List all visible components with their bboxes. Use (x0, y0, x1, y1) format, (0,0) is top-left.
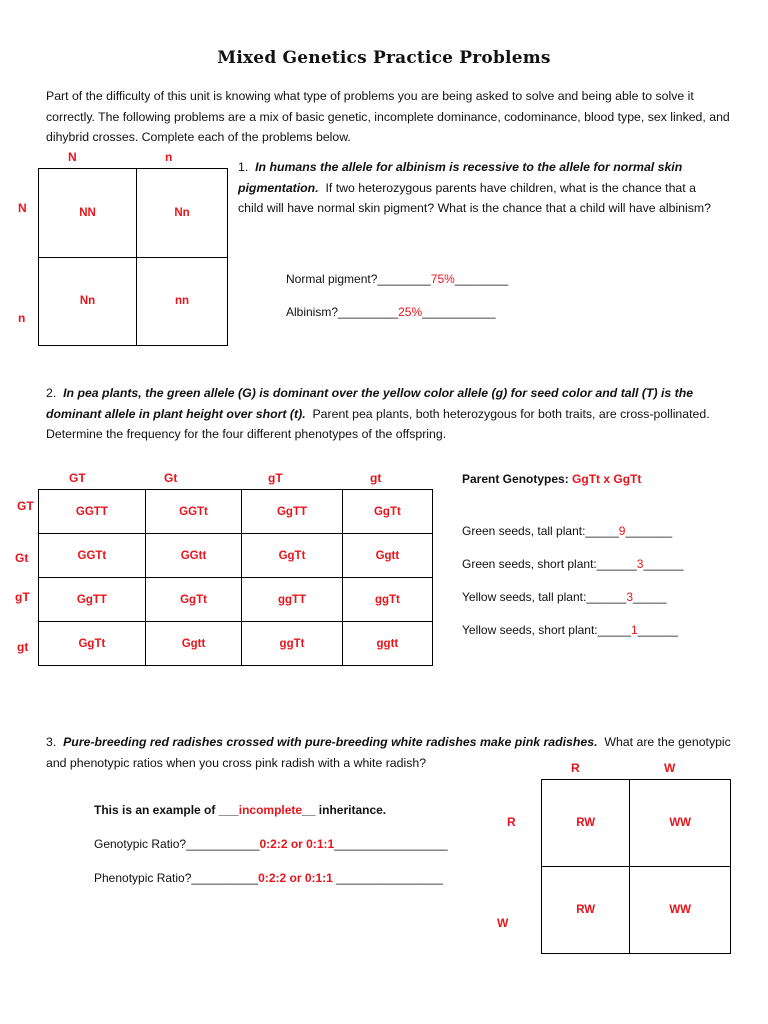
q3-rest-text: What are the genotypic and phenotypic ratios when you cross pink radish with a white radish? (46, 735, 731, 770)
q2-cell: GGtt (145, 534, 241, 578)
q2-cell: GgTT (39, 578, 146, 622)
q3-phenotypic-label: Phenotypic Ratio? (94, 871, 192, 885)
q2-row-header-3: gT (15, 590, 30, 604)
q3-example-label: This is an example of ___ (94, 803, 239, 817)
blank: ________ (454, 272, 509, 286)
blank: ________________ (332, 871, 443, 885)
q3-bold-text: Pure-breeding red radishes crossed with pure-breeding white radishes make pink radishes. (63, 735, 598, 749)
q2-bold-text: In pea plants, the green allele (G) is dominant over the yellow color allele (g) for seed color and tall (T) is the dominant allele in plant height over short (t). (46, 386, 694, 421)
q3-row-header-2: W (497, 916, 509, 930)
blank: _______ (625, 524, 673, 538)
q1-cell: nn (137, 257, 228, 346)
blank: ______ (596, 557, 637, 571)
q2-cell: Ggtt (342, 534, 432, 578)
blank: ______ (637, 623, 678, 637)
q3-number: 3. (46, 735, 57, 749)
page-title: Mixed Genetics Practice Problems (217, 48, 551, 68)
blank: ________ (377, 272, 431, 286)
q2-parent-genotypes (462, 471, 641, 487)
blank: ___________ (422, 305, 496, 319)
q2-phenotype-line (462, 622, 678, 638)
q2-cell: ggtt (342, 622, 432, 666)
q1-cell: NN (39, 169, 137, 258)
q1-albinism-label: Albinism? (286, 305, 339, 319)
q1-row-header-2: n (18, 311, 26, 325)
q3-col-header-2: W (664, 761, 676, 775)
q2-phenotype-label: Green seeds, short plant: (462, 557, 597, 571)
q2-cell: ggTt (242, 622, 343, 666)
q2-phenotype-label: Yellow seeds, short plant: (462, 623, 598, 637)
blank: _____ (585, 524, 619, 538)
blank: _____ (597, 623, 632, 637)
q2-phenotype-answer: 9 (618, 524, 626, 538)
q2-cell: GgTt (39, 622, 146, 666)
q3-genotypic-label: Genotypic Ratio? (94, 837, 187, 851)
q3-example-answer: incomplete (238, 803, 303, 817)
q3-genotypic-line (94, 836, 448, 852)
q2-row-header-1: GT (17, 499, 34, 513)
q2-punnett-square (38, 489, 433, 666)
q2-cell: GgTt (145, 578, 241, 622)
q2-phenotype-answer: 3 (636, 557, 644, 571)
q3-example-suffix: __ inheritance. (302, 803, 387, 817)
q1-col-header-2: n (165, 150, 173, 164)
q1-bold-text: In humans the allele for albinism is recessive to the allele for normal skin pigmentation. (238, 160, 683, 195)
q2-phenotype-line (462, 556, 684, 572)
q1-normal-answer: 75% (430, 272, 455, 286)
q2-cell: GGTt (145, 490, 241, 534)
q2-parent-value: GgTt x GgTt (572, 472, 642, 486)
q3-cell: RW (542, 867, 630, 954)
q2-col-header-2: Gt (164, 471, 178, 485)
q1-normal-answer-line (286, 271, 508, 287)
q1-cell: Nn (39, 257, 137, 346)
q2-cell: GgTT (242, 490, 343, 534)
q2-col-header-1: GT (69, 471, 86, 485)
q2-rest-text: Parent pea plants, both heterozygous for both traits, are cross-pollinated. Determine the frequency for the four different phenotypes of the offspring. (46, 406, 710, 441)
q1-albinism-answer-line (286, 304, 496, 320)
q1-rest-text: If two heterozygous parents have children, what is the chance that a child will have normal skin pigment? What is the chance that a child will have albinism? (238, 180, 711, 215)
q2-phenotype-label: Green seeds, tall plant: (462, 524, 586, 538)
blank: _________________ (334, 837, 448, 851)
blank: __________ (191, 871, 259, 885)
q3-cell: WW (630, 780, 731, 867)
q1-number: 1. (238, 160, 249, 174)
q2-col-header-3: gT (268, 471, 283, 485)
blank: _____ (633, 590, 667, 604)
q1-punnett-square (38, 168, 228, 346)
q3-example-line (94, 802, 386, 818)
q2-cell: GgTt (242, 534, 343, 578)
q1-row-header-1: N (18, 201, 27, 215)
q2-text (46, 383, 736, 445)
q2-cell: ggTt (342, 578, 432, 622)
q2-row-header-4: gt (17, 640, 29, 654)
q2-phenotype-line (462, 589, 666, 605)
intro-paragraph: Part of the difficulty of this unit is knowing what type of problems you are being asked to solve and being able to solve it correctly. The following problems are a mix of basic genetic, incomplete dominance, codominance, blood type, sex linked, and dihybrid crosses. Complete each of the problems below. (46, 89, 730, 144)
q1-albinism-answer: 25% (398, 305, 423, 319)
q3-cell: RW (542, 780, 630, 867)
q2-cell: GgTt (342, 490, 432, 534)
blank: ______ (643, 557, 684, 571)
q2-cell: GGTt (39, 534, 146, 578)
q3-phenotypic-answer: 0:2:2 or 0:1:1 (258, 871, 333, 885)
q2-cell: GGTT (39, 490, 146, 534)
blank: _________ (338, 305, 399, 319)
q1-col-header-1: N (68, 150, 77, 164)
q2-phenotype-line (462, 523, 672, 539)
q2-phenotype-answer: 1 (631, 623, 638, 637)
q3-phenotypic-line (94, 870, 443, 886)
q3-col-header-1: R (571, 761, 580, 775)
q1-cell: Nn (137, 169, 228, 258)
q2-cell: ggTT (242, 578, 343, 622)
q2-parent-label: Parent Genotypes: (462, 472, 569, 486)
q3-row-header-1: R (507, 815, 516, 829)
q3-text (46, 732, 736, 773)
q3-cell: WW (630, 867, 731, 954)
q1-normal-label: Normal pigment? (286, 272, 378, 286)
blank: ______ (586, 590, 627, 604)
q2-phenotype-label: Yellow seeds, tall plant: (462, 590, 587, 604)
q2-phenotype-answer: 3 (626, 590, 634, 604)
q3-genotypic-answer: 0:2:2 or 0:1:1 (259, 837, 335, 851)
q2-cell: Ggtt (145, 622, 241, 666)
q3-punnett-square (541, 779, 731, 954)
q2-row-header-2: Gt (15, 551, 29, 565)
q2-number: 2. (46, 386, 57, 400)
q2-col-header-4: gt (370, 471, 382, 485)
blank: ___________ (186, 837, 260, 851)
q1-text (238, 157, 714, 219)
